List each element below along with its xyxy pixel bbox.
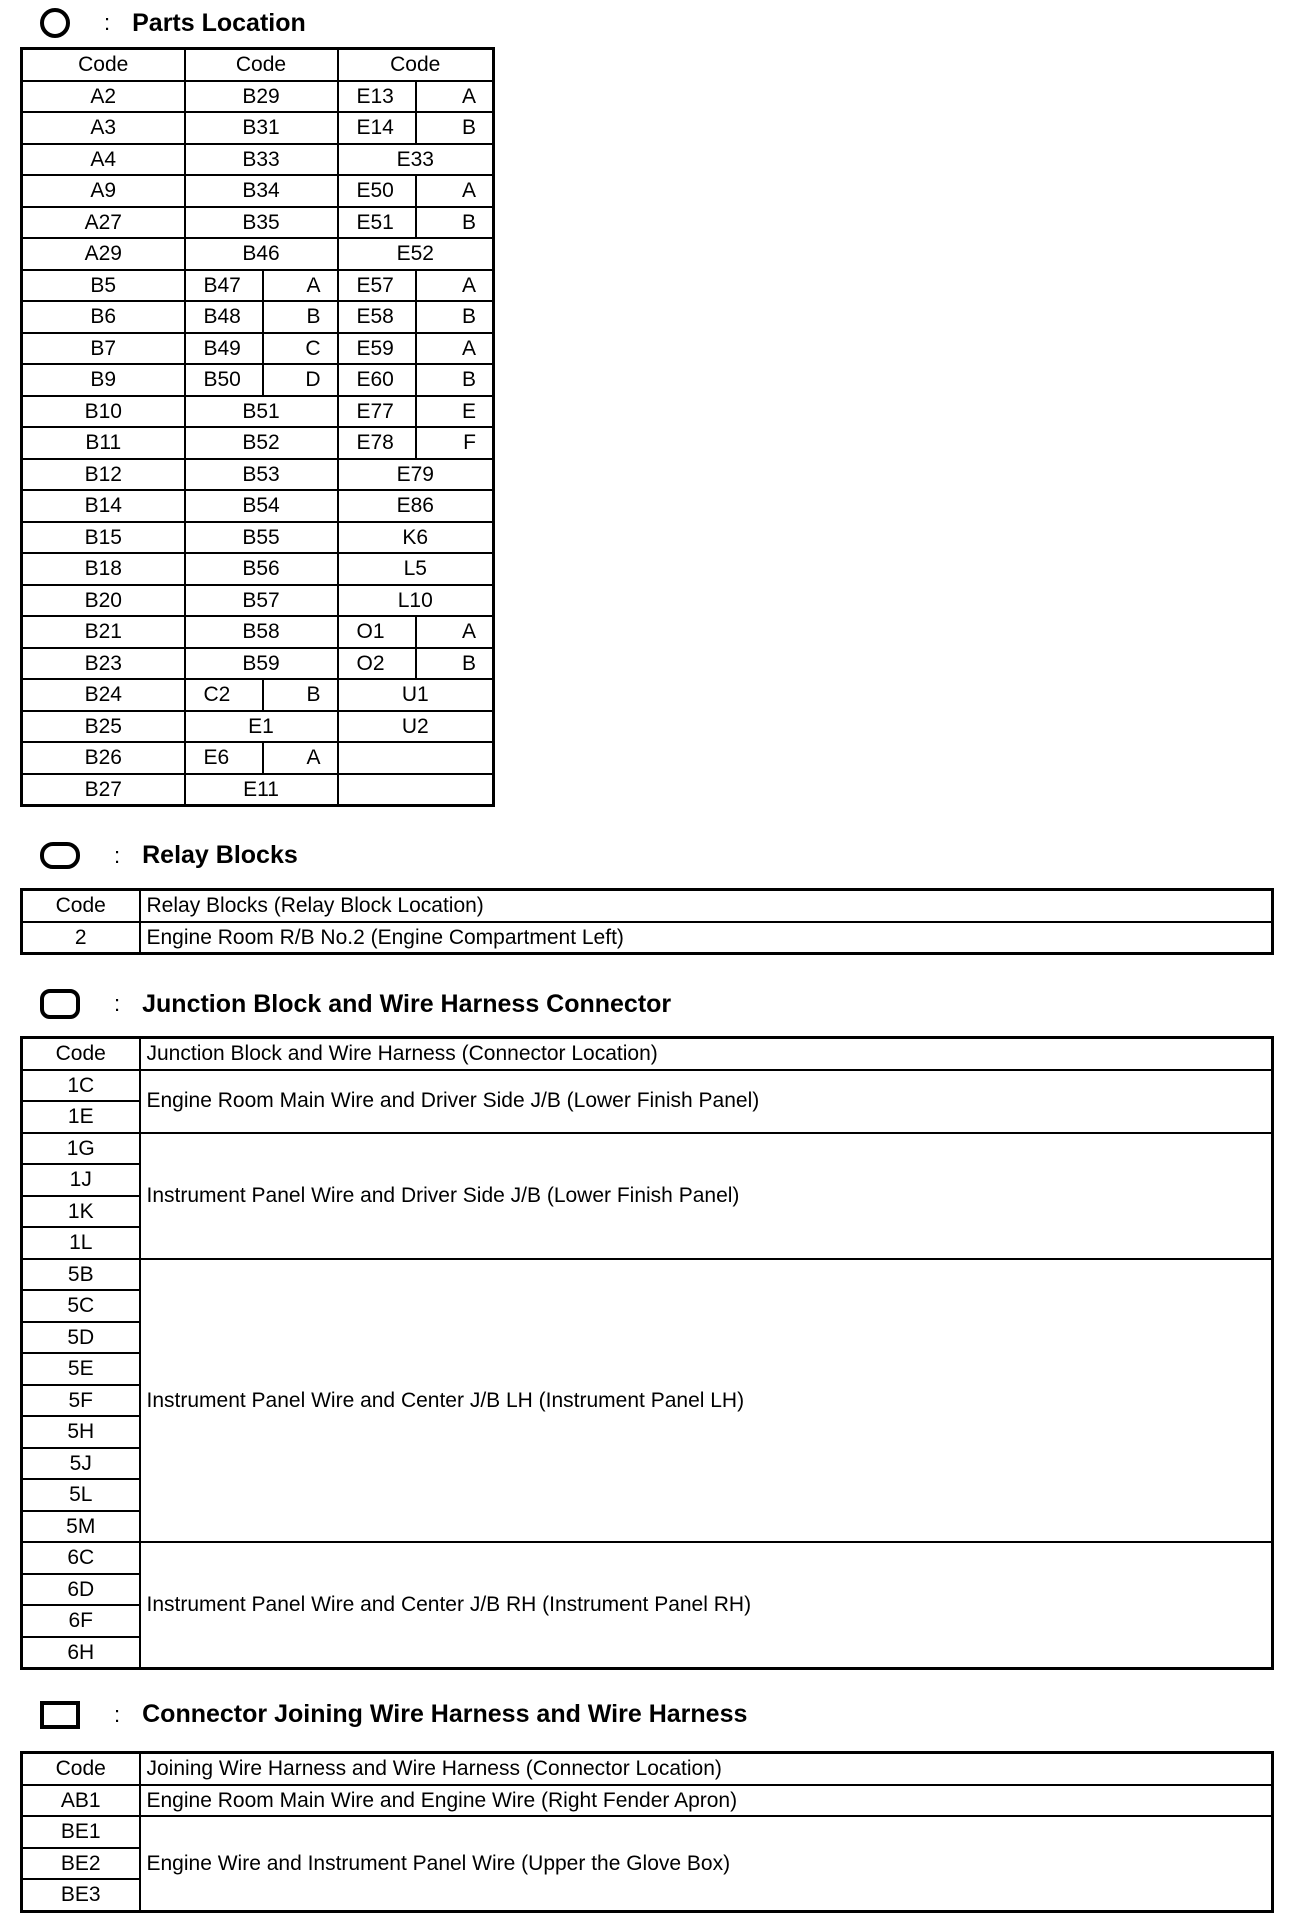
table-row	[22, 1785, 1273, 1817]
code-cell: 6D	[22, 1574, 140, 1606]
part-code-cell: L5	[338, 553, 494, 585]
table-row	[22, 144, 494, 176]
part-code-cell: B26	[22, 742, 185, 774]
table-row	[22, 81, 494, 113]
header-description-cell: Joining Wire Harness and Wire Harness (Connector Location)	[140, 1753, 1273, 1785]
part-suffix-cell: A	[416, 81, 494, 113]
code-cell: BE2	[22, 1848, 140, 1880]
part-code-cell: B52	[185, 427, 338, 459]
code-cell: 2	[22, 922, 140, 954]
part-suffix-cell: B	[416, 648, 494, 680]
description-cell: Engine Room Main Wire and Engine Wire (Right Fender Apron)	[140, 1785, 1273, 1817]
part-code-cell: E79	[338, 459, 494, 491]
header-description-cell: Junction Block and Wire Harness (Connector Location)	[140, 1038, 1273, 1070]
code-cell: 1J	[22, 1164, 140, 1196]
table-row	[22, 679, 494, 711]
circle-symbol-icon	[40, 8, 70, 38]
part-code-cell: E77	[338, 396, 416, 428]
part-code-cell: B57	[185, 585, 338, 617]
table-row	[22, 1542, 1273, 1574]
table-row	[22, 648, 494, 680]
part-code-cell: B46	[185, 238, 338, 270]
code-cell: 5E	[22, 1353, 140, 1385]
code-cell: 5H	[22, 1416, 140, 1448]
part-code-cell: E13	[338, 81, 416, 113]
table-row	[22, 922, 1273, 954]
code-cell: BE1	[22, 1816, 140, 1848]
connector-joining-heading	[40, 1700, 747, 1729]
part-code-cell: B25	[22, 711, 185, 743]
part-code-cell: E58	[338, 301, 416, 333]
part-code-cell: E14	[338, 112, 416, 144]
table-row	[22, 112, 494, 144]
code-cell: 5F	[22, 1385, 140, 1417]
part-suffix-cell: B	[416, 112, 494, 144]
part-code-cell: B18	[22, 553, 185, 585]
part-code-cell: A3	[22, 112, 185, 144]
description-cell: Engine Wire and Instrument Panel Wire (Upper the Glove Box)	[140, 1816, 1273, 1911]
part-suffix-cell: F	[416, 427, 494, 459]
table-row	[22, 459, 494, 491]
part-suffix-cell: B	[416, 207, 494, 239]
part-code-cell: K6	[338, 522, 494, 554]
header-code-cell: Code	[22, 1038, 140, 1070]
table-header-row	[22, 49, 494, 81]
part-code-cell: B33	[185, 144, 338, 176]
code-cell: 6F	[22, 1605, 140, 1637]
part-code-cell: B34	[185, 175, 338, 207]
part-code-cell	[338, 742, 494, 774]
part-code-cell: E57	[338, 270, 416, 302]
part-code-cell: B6	[22, 301, 185, 333]
part-code-cell: B47	[185, 270, 263, 302]
header-code-cell: Code	[22, 890, 140, 922]
part-code-cell	[338, 774, 494, 806]
parts-location-heading	[40, 8, 306, 38]
relay-blocks-table	[20, 888, 1274, 955]
description-cell: Engine Room Main Wire and Driver Side J/B (Lower Finish Panel)	[140, 1070, 1273, 1133]
part-code-cell: B24	[22, 679, 185, 711]
part-suffix-cell: B	[416, 364, 494, 396]
part-code-cell: B20	[22, 585, 185, 617]
relay-block-symbol-icon	[40, 842, 80, 869]
heading-colon: :	[114, 1701, 121, 1727]
table-row	[22, 1816, 1273, 1848]
code-cell: BE3	[22, 1879, 140, 1911]
code-cell: 5M	[22, 1511, 140, 1543]
junction-block-title: Junction Block and Wire Harness Connector	[142, 989, 672, 1018]
part-code-cell: B31	[185, 112, 338, 144]
part-code-cell: E60	[338, 364, 416, 396]
table-header-row	[22, 1753, 1273, 1785]
part-code-cell: B9	[22, 364, 185, 396]
table-row	[22, 742, 494, 774]
part-code-cell: B12	[22, 459, 185, 491]
code-cell: 5D	[22, 1322, 140, 1354]
junction-block-table	[20, 1036, 1274, 1670]
part-code-cell: E1	[185, 711, 338, 743]
part-code-cell: B54	[185, 490, 338, 522]
part-code-cell: A29	[22, 238, 185, 270]
part-code-cell: B21	[22, 616, 185, 648]
table-row	[22, 585, 494, 617]
part-code-cell: E51	[338, 207, 416, 239]
code-cell: 5B	[22, 1259, 140, 1291]
junction-block-symbol-icon	[40, 989, 80, 1019]
part-code-cell: E6	[185, 742, 263, 774]
header-code-cell: Code	[22, 49, 185, 81]
table-row	[22, 175, 494, 207]
code-cell: 6C	[22, 1542, 140, 1574]
part-code-cell: E52	[338, 238, 494, 270]
description-cell: Engine Room R/B No.2 (Engine Compartment Left)	[140, 922, 1273, 954]
part-code-cell: B48	[185, 301, 263, 333]
part-code-cell: B27	[22, 774, 185, 806]
part-code-cell: A27	[22, 207, 185, 239]
part-code-cell: E59	[338, 333, 416, 365]
part-suffix-cell: A	[416, 175, 494, 207]
code-cell: 5J	[22, 1448, 140, 1480]
part-suffix-cell: A	[416, 333, 494, 365]
part-code-cell: B5	[22, 270, 185, 302]
part-code-cell: B10	[22, 396, 185, 428]
heading-colon: :	[114, 991, 121, 1016]
part-code-cell: B7	[22, 333, 185, 365]
part-code-cell: U2	[338, 711, 494, 743]
code-cell: 1E	[22, 1101, 140, 1133]
code-cell: 1G	[22, 1133, 140, 1165]
part-code-cell: A9	[22, 175, 185, 207]
part-code-cell: E11	[185, 774, 338, 806]
table-row	[22, 616, 494, 648]
relay-blocks-heading	[40, 841, 298, 870]
connector-joining-table	[20, 1751, 1274, 1913]
part-code-cell: U1	[338, 679, 494, 711]
table-row	[22, 207, 494, 239]
code-cell: 1K	[22, 1196, 140, 1228]
part-code-cell: O1	[338, 616, 416, 648]
table-row	[22, 774, 494, 806]
description-cell: Instrument Panel Wire and Center J/B RH (Instrument Panel RH)	[140, 1542, 1273, 1669]
part-suffix-cell: A	[263, 270, 338, 302]
header-code-cell: Code	[338, 49, 494, 81]
part-suffix-cell: B	[416, 301, 494, 333]
description-cell: Instrument Panel Wire and Center J/B LH (Instrument Panel LH)	[140, 1259, 1273, 1543]
part-code-cell: B55	[185, 522, 338, 554]
table-header-row	[22, 890, 1273, 922]
part-code-cell: B29	[185, 81, 338, 113]
junction-block-heading	[40, 989, 671, 1019]
table-row	[22, 553, 494, 585]
part-code-cell: E33	[338, 144, 494, 176]
table-row	[22, 270, 494, 302]
table-row	[22, 711, 494, 743]
table-row	[22, 427, 494, 459]
table-row	[22, 301, 494, 333]
part-code-cell: B35	[185, 207, 338, 239]
heading-colon: :	[114, 842, 121, 868]
table-header-row	[22, 1038, 1273, 1070]
header-description-cell: Relay Blocks (Relay Block Location)	[140, 890, 1273, 922]
table-row	[22, 522, 494, 554]
part-code-cell: B15	[22, 522, 185, 554]
part-code-cell: O2	[338, 648, 416, 680]
part-code-cell: E78	[338, 427, 416, 459]
table-row	[22, 364, 494, 396]
part-code-cell: E50	[338, 175, 416, 207]
part-code-cell: B11	[22, 427, 185, 459]
part-suffix-cell: B	[263, 301, 338, 333]
code-cell: 1L	[22, 1227, 140, 1259]
part-code-cell: B50	[185, 364, 263, 396]
part-suffix-cell: D	[263, 364, 338, 396]
connector-joining-title: Connector Joining Wire Harness and Wire Harness	[142, 1700, 748, 1728]
table-row	[22, 1259, 1273, 1291]
code-cell: 1C	[22, 1070, 140, 1102]
part-code-cell: A2	[22, 81, 185, 113]
code-cell: AB1	[22, 1785, 140, 1817]
connector-symbol-icon	[40, 1701, 80, 1729]
description-cell: Instrument Panel Wire and Driver Side J/B (Lower Finish Panel)	[140, 1133, 1273, 1259]
part-code-cell: B49	[185, 333, 263, 365]
code-cell: 5L	[22, 1479, 140, 1511]
table-row	[22, 1070, 1273, 1102]
part-code-cell: B59	[185, 648, 338, 680]
table-row	[22, 1133, 1273, 1165]
table-row	[22, 396, 494, 428]
part-suffix-cell: C	[263, 333, 338, 365]
code-cell: 6H	[22, 1637, 140, 1669]
part-suffix-cell: A	[416, 616, 494, 648]
part-code-cell: B53	[185, 459, 338, 491]
parts-location-title: Parts Location	[132, 8, 306, 37]
code-cell: 5C	[22, 1290, 140, 1322]
part-code-cell: B58	[185, 616, 338, 648]
part-code-cell: L10	[338, 585, 494, 617]
part-code-cell: B14	[22, 490, 185, 522]
part-suffix-cell: A	[263, 742, 338, 774]
part-code-cell: C2	[185, 679, 263, 711]
header-code-cell: Code	[22, 1753, 140, 1785]
part-code-cell: B56	[185, 553, 338, 585]
table-row	[22, 238, 494, 270]
parts-location-table	[20, 47, 495, 807]
heading-colon: :	[104, 10, 111, 35]
table-row	[22, 333, 494, 365]
table-row	[22, 490, 494, 522]
part-code-cell: E86	[338, 490, 494, 522]
header-code-cell: Code	[185, 49, 338, 81]
part-code-cell: A4	[22, 144, 185, 176]
part-code-cell: B51	[185, 396, 338, 428]
part-suffix-cell: B	[263, 679, 338, 711]
part-code-cell: B23	[22, 648, 185, 680]
relay-blocks-title: Relay Blocks	[142, 841, 298, 869]
part-suffix-cell: E	[416, 396, 494, 428]
part-suffix-cell: A	[416, 270, 494, 302]
